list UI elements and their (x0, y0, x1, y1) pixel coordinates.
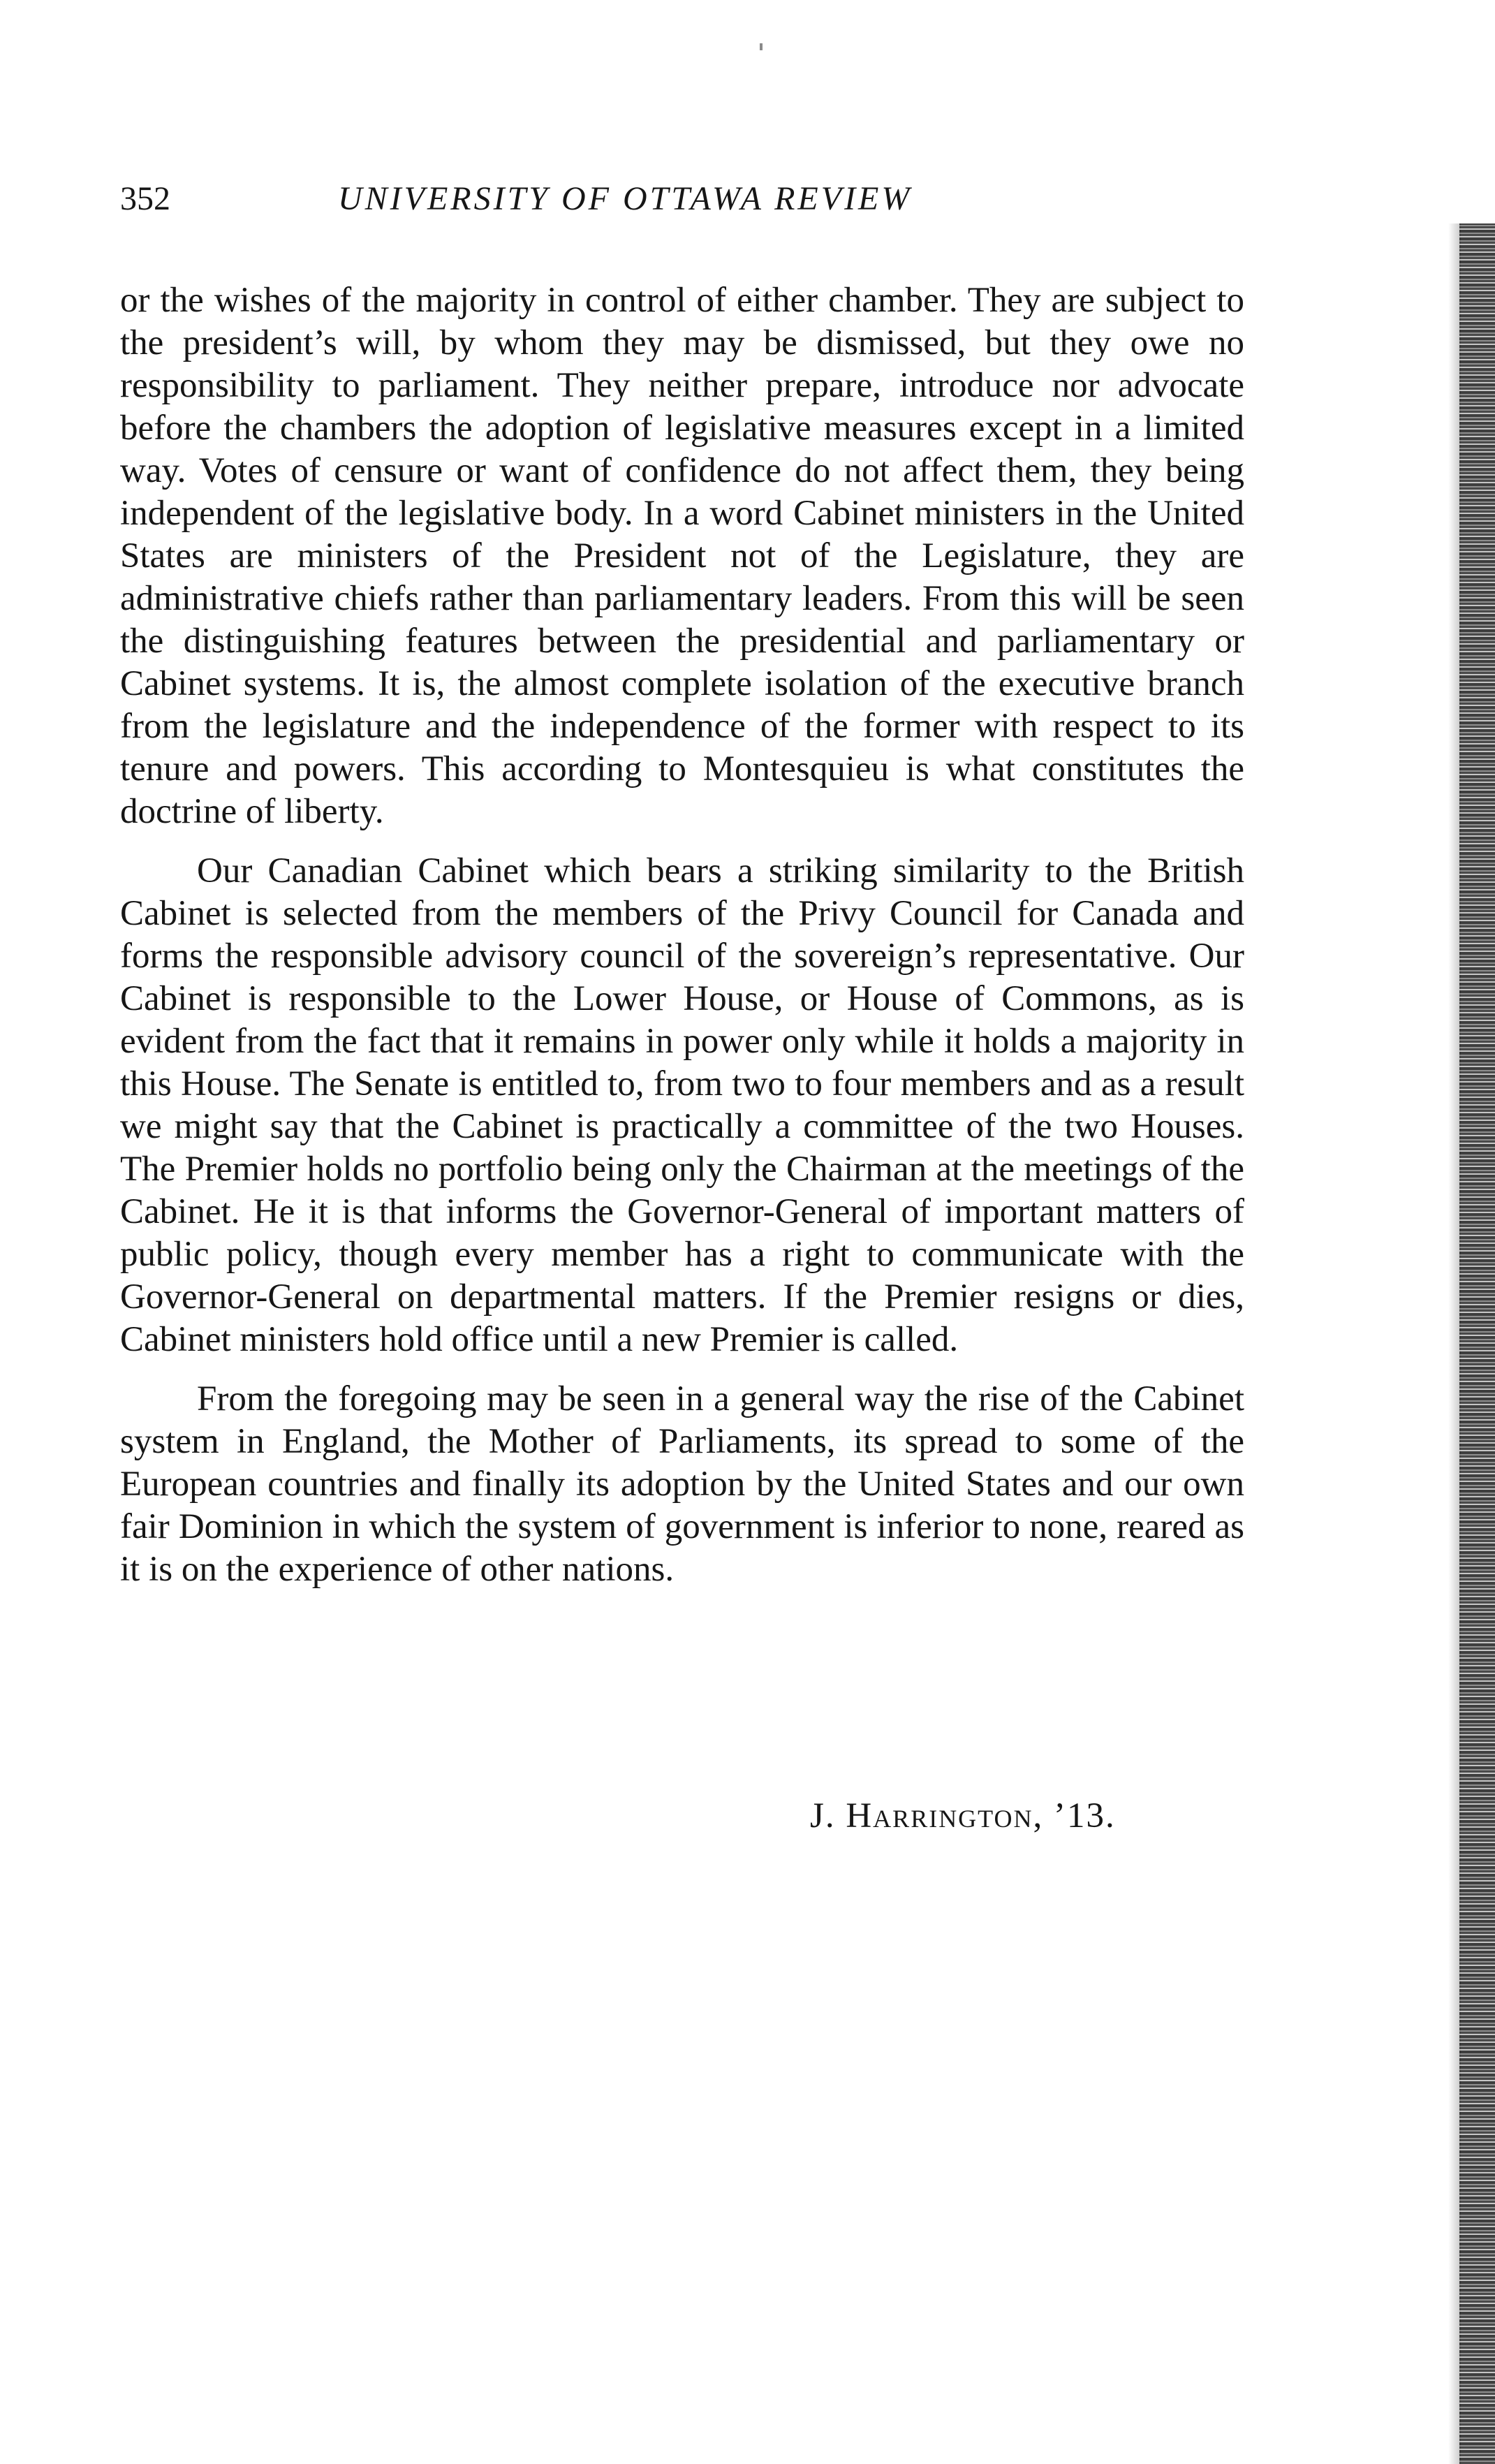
paragraph-1: or the wishes of the majority in control of either chamber. They are subject to the president’s will, by whom they may be dismissed, but they owe no responsibility to parliament. They neither prepare, introduce nor advocate before the chambers the adoption of legislative measures except in a limited way. Votes of censure or want of confidence do not affect them, they being independent of the legislative body. In a word Cabinet ministers in the United States are ministers of the President not of the Legislature, they are administrative chiefs rather than parliamentary leaders. From this will be seen the distinguishing features between the presidential and parliamentary or Cabinet systems. It is, the almost complete isolation of the executive branch from the legislature and the independence of the former with respect to its tenure and powers. This according to Montesquieu is what constitutes the doctrine of liberty. (120, 281, 1244, 831)
running-head (120, 175, 1244, 223)
scan-speck (760, 43, 763, 50)
body-text (120, 279, 1244, 1608)
author-signature: J. Harrington, ’13. (810, 1796, 1116, 1835)
paragraph-2: Our Canadian Cabinet which bears a striking similarity to the British Cabinet is selected from the members of the Privy Council for Canada and forms the responsible advisory council of the sovereign’s representative. Our Cabinet is responsible to the Lower House, or House of Commons, as is evident from the fact that it remains in power only while it holds a majority in this House. The Senate is entitled to, from two to four members and as a result we might say that the Cabinet is practically a committee of the two Houses. The Premier holds no portfolio being only the Chairman at the meetings of the Cabinet. He it is that informs the Governor-General of important matters of public policy, though every member has a right to communicate with the Governor-General on departmental matters. If the Premier resigns or dies, Cabinet ministers hold office until a new Premier is called. (120, 851, 1244, 1359)
journal-title: UNIVERSITY OF OTTAWA REVIEW (338, 180, 913, 217)
binding-edge (1459, 223, 1495, 2464)
page-number: 352 (120, 180, 170, 217)
paragraph-3: From the foregoing may be seen in a general way the rise of the Cabinet system in England, the Mother of Parliaments, its spread to some of the European countries and finally its adoption by the United States and our own fair Dominion in which the system of government is inferior to none, reared as it is on the experience of other nations. (120, 1379, 1244, 1589)
